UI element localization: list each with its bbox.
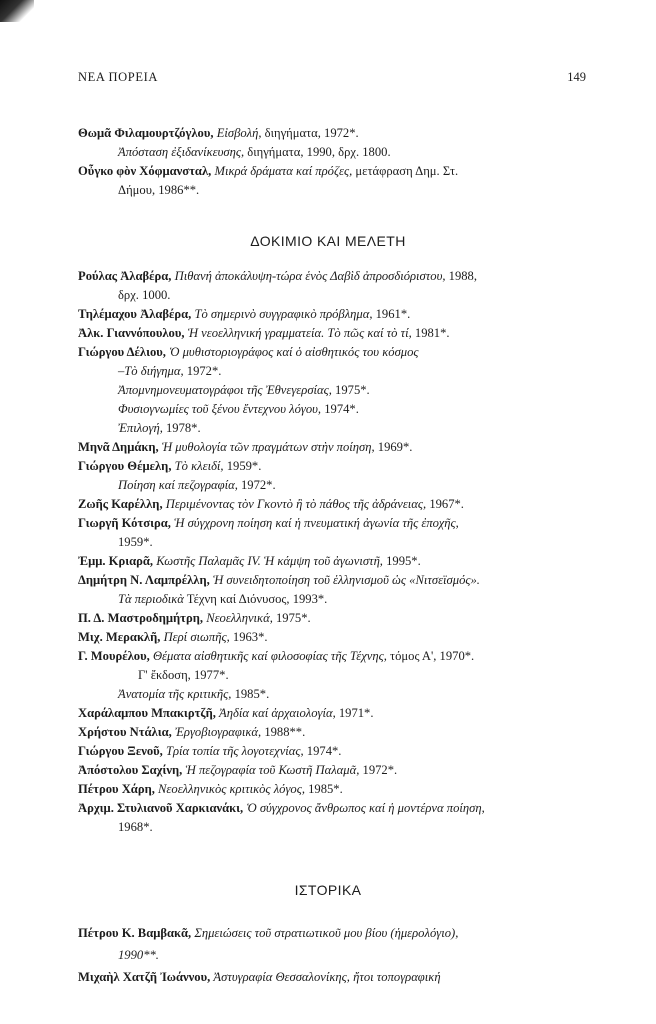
book-title: Ἡ συνειδητοποίηση τοῦ ἑλληνισμοῦ ὡς «Νιτσεϊσμός». [212, 573, 480, 587]
publication-details: 1975*. [331, 383, 370, 397]
publication-details: 1981*. [411, 326, 450, 340]
publication-details: 1961*. [372, 307, 411, 321]
publication-details: 1978*. [162, 421, 201, 435]
section-title-essays: ΔΟΚΙΜΙΟ ΚΑΙ ΜΕΛΕΤΗ [250, 233, 406, 249]
book-title: Ἡ μυθολογία τῶν πραγμάτων στὴν ποίηση, [161, 440, 375, 454]
book-title: Ποίηση καί πεζογραφία, [118, 478, 238, 492]
bibliography-line [0, 818, 656, 837]
author-name: Δημήτρη Ν. Λαμπρέλλη, [78, 573, 210, 587]
author-name: Θωμᾶ Φιλαμουρτζόγλου, [78, 126, 214, 140]
publication-details: 1959*. [118, 535, 153, 549]
author-name: Γιωργῆ Κότσιρα, [78, 516, 171, 530]
essay-entries [0, 267, 656, 837]
bibliography-line [0, 666, 656, 685]
author-name: Μιχαὴλ Χατζῆ Ἰωάννου, [78, 970, 211, 984]
book-title: Τρία τοπία τῆς λογοτεχνίας, [165, 744, 304, 758]
bibliography-line [0, 286, 656, 305]
author-name: Ἀπόστολου Σαχίνη, [78, 763, 183, 777]
author-name: Γ. Μουρέλου, [78, 649, 150, 663]
publication-details: 1972*. [237, 478, 276, 492]
publication-details: Γ' ἔκδοση, 1977*. [138, 668, 229, 682]
bibliography-line [0, 181, 656, 200]
book-title: Πιθανή ἀποκάλυψη-τώρα ἑνὸς Δαβὶδ ἀπροσδιόριστου, [174, 269, 446, 283]
author-name: Ζωῆς Καρέλλη, [78, 497, 163, 511]
author-name: Ἀρχιμ. Στυλιανοῦ Χαρκιανάκι, [78, 801, 244, 815]
publication-details: 1975*. [272, 611, 311, 625]
bibliography-line [0, 343, 656, 362]
publication-details: 1972*. [359, 763, 398, 777]
author-name: Π. Δ. Μαστροδημήτρη, [78, 611, 204, 625]
book-title: Μικρά δράματα καί πρόζες, [214, 164, 353, 178]
bibliography-line [0, 628, 656, 647]
book-title: Ἡ σύγχρονη ποίηση καί ἡ πνευματική ἀγωνία τῆς ἐποχῆς, [174, 516, 459, 530]
bibliography-line [0, 922, 656, 944]
publication-details: 1988, [445, 269, 477, 283]
page-number: 149 [567, 70, 586, 84]
book-title: Ἀπομνημονευματογράφοι τῆς Ἐθνεγερσίας, [118, 383, 332, 397]
book-title: Νεοελληνικά, [206, 611, 273, 625]
publication-details: 1974*. [321, 402, 359, 416]
book-title: 1990**. [118, 948, 159, 962]
bibliography-line [0, 761, 656, 780]
bibliography-line [0, 400, 656, 419]
bibliography-line [0, 685, 656, 704]
book-title: Ἡ νεοελληνική γραμματεία. Τὸ πῶς καί τὸ τί, [187, 326, 412, 340]
publication-details: Δήμου, 1986**. [118, 183, 200, 197]
author-name: Οὖγκο φὸν Χόφμανσταλ, [78, 164, 212, 178]
publication-details: 1972*. [183, 364, 222, 378]
publication-details: διηγήματα, 1990, δρχ. 1800. [244, 145, 391, 159]
book-title: –Τὸ διήγημα, [118, 364, 184, 378]
author-name: Γιώργου Θέμελη, [78, 459, 172, 473]
author-name: Τηλέμαχου Ἀλαβέρα, [78, 307, 192, 321]
page-corner-shadow [0, 0, 34, 22]
bibliography-line [0, 162, 656, 181]
bibliography-line [0, 780, 656, 799]
bibliography-line [0, 324, 656, 343]
book-title: Ὁ σύγχρονος ἄνθρωπος καί ἡ μοντέρνα ποίηση, [246, 801, 485, 815]
bibliography-line [0, 438, 656, 457]
book-title: Θέματα αἰσθητικῆς καί φιλοσοφίας τῆς Τέχνης, [152, 649, 387, 663]
book-title: Ὁ μυθιστοριογράφος καί ὁ αἰσθητικός του κόσμος [169, 345, 419, 359]
publication-details: 1985*. [231, 687, 270, 701]
bibliography-line [0, 742, 656, 761]
book-title: Ἡ πεζογραφία τοῦ Κωστῆ Παλαμᾶ, [185, 763, 360, 777]
book-title: Ἀπόσταση ἐξιδανίκευσης, [118, 145, 245, 159]
bibliography-line [0, 704, 656, 723]
book-title: Τὰ περιοδικὰ [118, 592, 184, 606]
bibliography-line [0, 457, 656, 476]
bibliography-line [0, 552, 656, 571]
bibliography-line [0, 966, 656, 988]
book-title: Ἐργοβιογραφικά, [174, 725, 262, 739]
book-title: Τὸ σημερινὸ συγγραφικὸ πρόβλημα, [194, 307, 373, 321]
bibliography-line [0, 305, 656, 324]
publication-details: 1988**. [261, 725, 306, 739]
history-entries [0, 922, 656, 988]
section-title-history: ΙΣΤΟΡΙΚΑ [294, 882, 362, 898]
bibliography-line [0, 944, 656, 966]
author-name: Πέτρου Χάρη, [78, 782, 155, 796]
book-title: Περί σιωπῆς, [163, 630, 230, 644]
book-title: Ἐπιλογή, [118, 421, 163, 435]
publication-details: Τέχνη καί Διόνυσος, 1993*. [183, 592, 328, 606]
author-name: Γιώργου Ξενοῦ, [78, 744, 163, 758]
bibliography-line [0, 799, 656, 818]
publication-details: 1971*. [335, 706, 374, 720]
publication-details: μετάφραση Δημ. Στ. [352, 164, 459, 178]
publication-details: 1985*. [304, 782, 343, 796]
author-name: Ἀλκ. Γιαννόπουλου, [78, 326, 185, 340]
bibliography-line [0, 124, 656, 143]
journal-title: ΝΕΑ ΠΟΡΕΙΑ [78, 70, 158, 84]
author-name: Μηνᾶ Δημάκη, [78, 440, 159, 454]
publication-details: διηγήματα, 1972*. [261, 126, 359, 140]
author-name: Πέτρου Κ. Βαμβακᾶ, [78, 926, 192, 940]
bibliography-line [0, 495, 656, 514]
publication-details: 1967*. [426, 497, 464, 511]
publication-details: δρχ. 1000. [118, 288, 171, 302]
bibliography-line [0, 514, 656, 533]
bibliography-line [0, 419, 656, 438]
publication-details: 1995*. [382, 554, 421, 568]
book-title: Κωστῆς Παλαμᾶς IV. Ἡ κάμψη τοῦ ἀγωνιστῆ, [156, 554, 383, 568]
book-title: Σημειώσεις τοῦ στρατιωτικοῦ μου βίου (ἡμερολόγιο), [194, 926, 459, 940]
book-title: Φυσιογνωμίες τοῦ ξένου ἔντεχνου λόγου, [118, 402, 322, 416]
author-name: Ρούλας Ἀλαβέρα, [78, 269, 172, 283]
book-title: Ἀηδία καί ἀρχαιολογία, [219, 706, 336, 720]
book-title: Τὸ κλειδί, [174, 459, 224, 473]
author-name: Γιώργου Δέλιου, [78, 345, 166, 359]
bibliography-line [0, 533, 656, 552]
book-title: Νεοελληνικὸς κριτικὸς λόγος, [158, 782, 305, 796]
bibliography-line [0, 381, 656, 400]
publication-details: 1968*. [118, 820, 153, 834]
bibliography-line [0, 571, 656, 590]
bibliography-line [0, 723, 656, 742]
bibliography-line [0, 647, 656, 666]
bibliography-line [0, 609, 656, 628]
fiction-entries-continued [0, 124, 656, 200]
bibliography-line [0, 476, 656, 495]
bibliography-line [0, 362, 656, 381]
author-name: Μιχ. Μερακλῆ, [78, 630, 161, 644]
publication-details: 1969*. [374, 440, 413, 454]
publication-details: τόμος Α', 1970*. [386, 649, 475, 663]
publication-details: 1959*. [223, 459, 262, 473]
book-title: Εἰσβολή, [216, 126, 262, 140]
author-name: Ἐμμ. Κριαρᾶ, [78, 554, 154, 568]
book-title: Ἀστυγραφία Θεσσαλονίκης, ἤτοι τοπογραφική [213, 970, 441, 984]
bibliography-line [0, 143, 656, 162]
book-title: Ἀνατομία τῆς κριτικῆς, [118, 687, 232, 701]
author-name: Χαράλαμπου Μπακιρτζῆ, [78, 706, 216, 720]
bibliography-line [0, 590, 656, 609]
bibliography-line [0, 267, 656, 286]
publication-details: 1963*. [229, 630, 268, 644]
publication-details: 1974*. [303, 744, 342, 758]
running-head [78, 70, 586, 90]
book-title: Περιμένοντας τὸν Γκοντὸ ἢ τὸ πάθος τῆς ἀδράνειας, [165, 497, 427, 511]
author-name: Χρήστου Ντάλια, [78, 725, 172, 739]
